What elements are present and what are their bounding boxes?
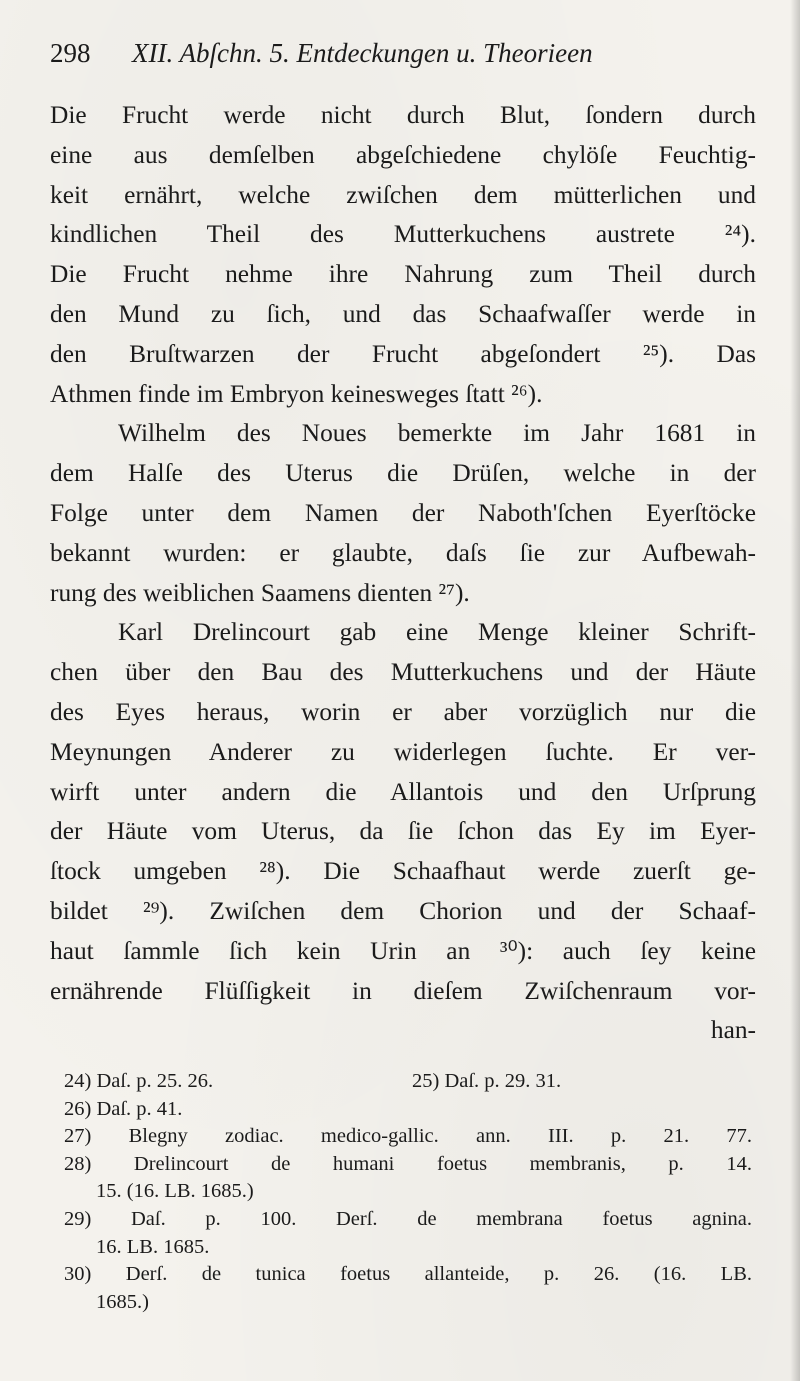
text-line: Folge unter dem Namen der Naboth'ſchen Eyerſtöcke (50, 498, 756, 527)
page-number: 298 (50, 38, 91, 68)
running-head-title: XII. Abſchn. 5. Entdeckungen u. Theorieen (132, 38, 593, 68)
footnotes (64, 1068, 752, 1316)
text-line: wirft unter andern die Allantois und den Urſprung (50, 777, 756, 806)
text-line: bildet ²⁹). Zwiſchen dem Chorion und der Schaaf- (50, 896, 756, 925)
text-line: chen über den Bau des Mutterkuchens und der Häute (50, 658, 756, 687)
text-line: des Eyes heraus, worin er aber vorzüglich nur die (50, 697, 756, 726)
running-header (50, 38, 750, 78)
text-line: keit ernährt, welche zwiſchen dem mütterlichen und (50, 180, 756, 209)
footnote-28: 28) Drelincourt de humani foetus membranis, p. 14. (64, 1152, 752, 1175)
text-line: dem Halſe des Uterus die Drüſen, welche in der (50, 459, 756, 488)
text-line: haut ſammle ſich kein Urin an ³⁰): auch ſey keine (50, 936, 756, 965)
text-line: bekannt wurden: er glaubte, daſs ſie zur Aufbewah- (50, 538, 756, 567)
main-text (50, 96, 756, 1051)
text-line: Wilhelm des Noues bemerkte im Jahr 1681 in (118, 419, 756, 448)
text-line: han- (710, 1016, 756, 1045)
text-line: Die Frucht nehme ihre Nahrung zum Theil durch (50, 260, 756, 289)
text-line: Karl Drelincourt gab eine Menge kleiner Schrift- (118, 618, 756, 647)
footnote-25: 25) Daſ. p. 29. 31. (412, 1070, 562, 1092)
text-line: ſtock umgeben ²⁸). Die Schaafhaut werde zuerſt ge- (50, 857, 756, 886)
footnote-29-continued: 16. LB. 1685. (96, 1235, 210, 1258)
text-line: Die Frucht werde nicht durch Blut, ſondern durch (50, 101, 756, 129)
page-edge-shadow (790, 0, 800, 1381)
text-line: kindlichen Theil des Mutterkuchens austrete ²⁴). (50, 220, 756, 249)
text-line: den Mund zu ſich, und das Schaafwaſſer werde in (50, 299, 756, 328)
text-line: den Bruſtwarzen der Frucht abgeſondert ²⁵). Das (50, 339, 756, 368)
text-line: Meynungen Anderer zu widerlegen ſuchte. Er ver- (50, 737, 756, 766)
footnote-26: 26) Daſ. p. 41. (64, 1097, 183, 1120)
text-line: rung des weiblichen Saamens dienten ²⁷). (50, 578, 470, 607)
footnote-29: 29) Daſ. p. 100. Derſ. de membrana foetus agnina. (64, 1207, 752, 1230)
text-line: eine aus demſelben abgeſchiedene chylöſe Feuchtig- (50, 140, 756, 169)
footnote-27: 27) Blegny zodiac. medico-gallic. ann. III. p. 21. 77. (64, 1125, 752, 1148)
footnote-24: 24) Daſ. p. 25. 26. (64, 1070, 214, 1092)
footnote-30: 30) Derſ. de tunica foetus allanteide, p. 26. (16. LB. (64, 1263, 752, 1286)
footnote-28-continued: 15. (16. LB. 1685.) (96, 1180, 254, 1203)
footnote-24-25 (64, 1068, 752, 1096)
text-line: ernährende Flüſſigkeit in dieſem Zwiſchenraum vor- (50, 976, 756, 1005)
text-line: der Häute vom Uterus, da ſie ſchon das Ey im Eyer- (50, 817, 756, 846)
text-line: Athmen finde im Embryon keinesweges ſtatt ²⁶). (50, 379, 543, 408)
footnote-30-continued: 1685.) (96, 1290, 149, 1313)
